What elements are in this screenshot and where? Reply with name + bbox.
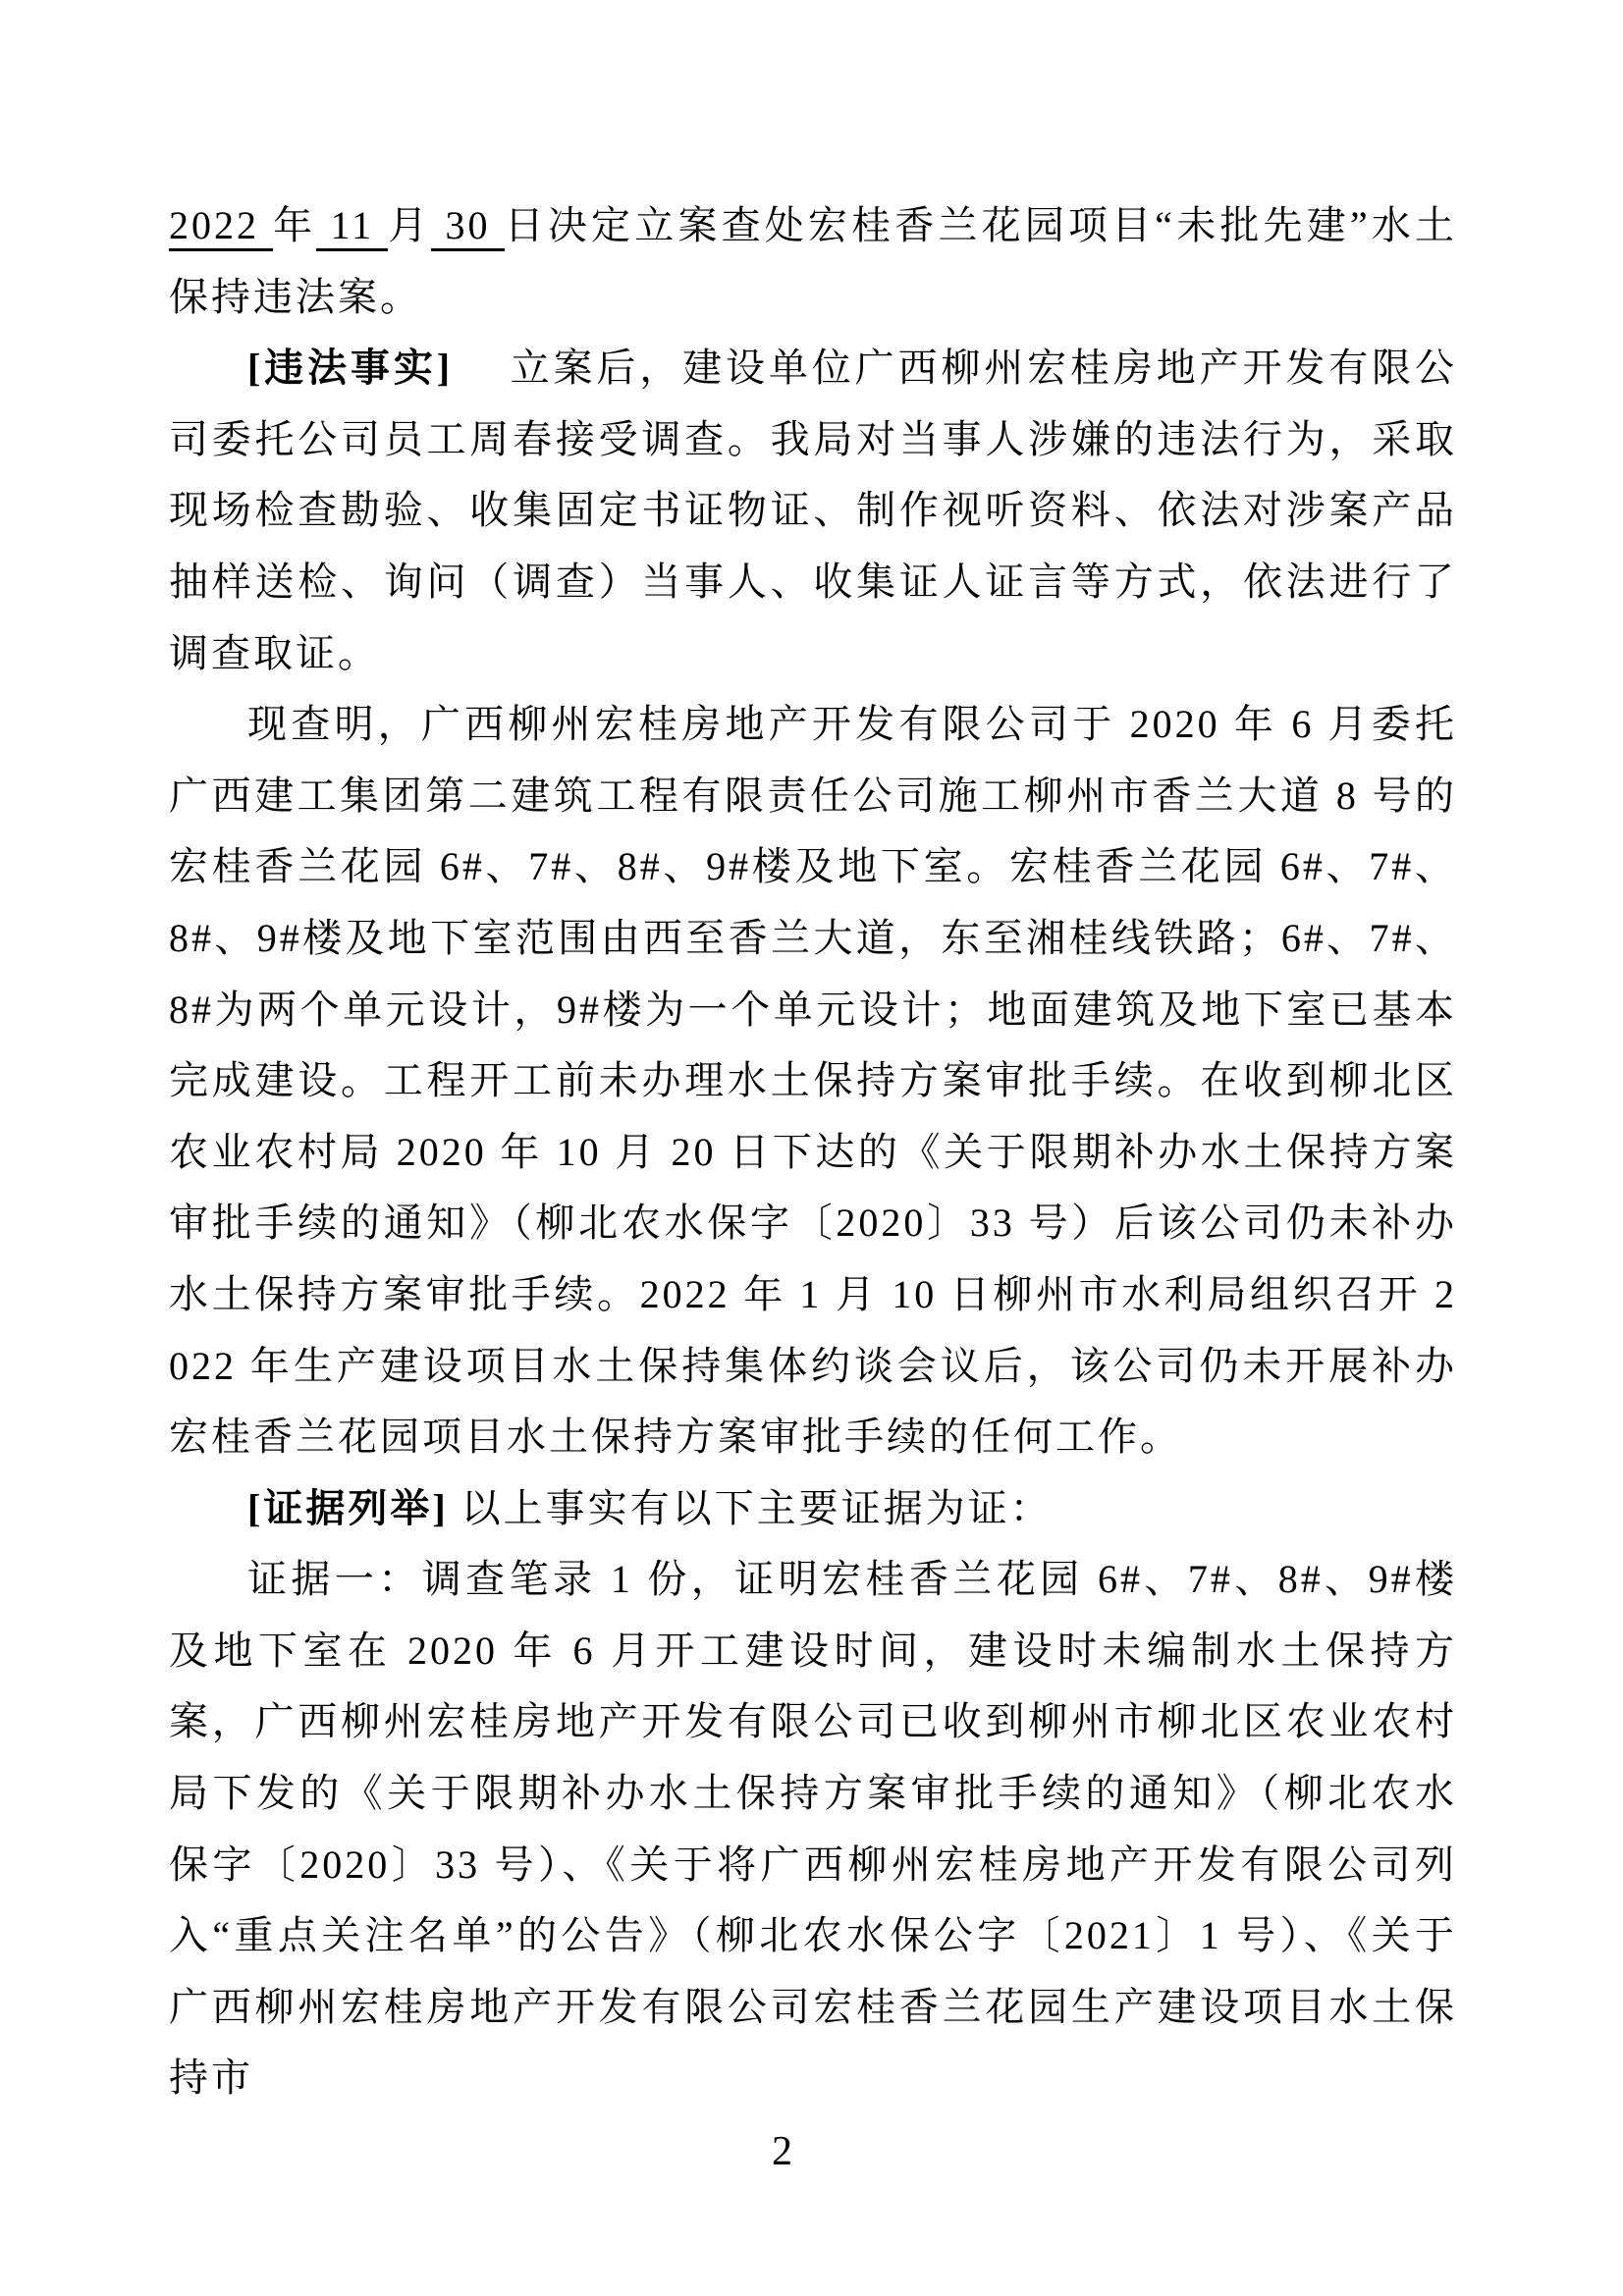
underlined-blank: 30 (431, 203, 504, 251)
text-run: 年 (273, 203, 317, 247)
text-run: 以上事实有以下主要证据为证： (448, 1485, 1053, 1530)
underlined-blank: 2022 (169, 203, 273, 251)
text-run: 现查明，广西柳州宏桂房地产开发有限公司于 2020 年 6 月委托广西建工集团第二建筑工程有限责任公司施工柳州市香兰大道 8 号的宏桂香兰花园 6#、7#、8#、9#楼及地下室。宏桂香兰花园 6#、7#、8#、9#楼及地下室范围由西至香兰大道，东至湘桂线铁路；6#、7#、8#为两个单元设计，9#楼为一个单元设计；地面建筑及地下室已基本完成建设。工程开工前未办理水土保持方案审批手续。在收到柳北区农业农村局 2020 年 10 月 20 日下达的《关于限期补办水土保持方案审批手续的通知》（柳北农水保字〔2020〕33 号）后该公司仍未补办水土保持方案审批手续。2022 年 1 月 10 日柳州市水利局组织召开 2022 年生产建设项目水土保持集体约谈会议后，该公司仍未开展补办宏桂香兰花园项目水土保持方案审批手续的任何工作。 (169, 702, 1457, 1460)
text-run: 立案后，建设单位广西柳州宏桂房地产开发有限公司委托公司员工周春接受调查。我局对当事人涉嫌的违法行为，采取现场检查勘验、收集固定书证物证、制作视听资料、依法对涉案产品抽样送检、询问（调查）当事人、收集证人证言等方式，依法进行了调查取证。 (169, 346, 1458, 675)
paragraph (169, 190, 1457, 333)
section-label: [违法事实] (247, 346, 454, 391)
page-footer (0, 2122, 1594, 2181)
document-page (169, 190, 1457, 2114)
page-number: 2 (772, 2129, 792, 2174)
paragraph (169, 1473, 1457, 1545)
paragraph (169, 333, 1457, 689)
text-run: 月 (388, 203, 432, 247)
section-label: [证据列举] (247, 1485, 449, 1530)
paragraph (169, 1544, 1457, 2114)
text-run: 日决定立案查处宏桂香兰花园项目“未批先建”水土保持违法案。 (169, 203, 1457, 319)
paragraphs (169, 190, 1457, 2114)
text-run: 证据一：调查笔录 1 份，证明宏桂香兰花园 6#、7#、8#、9#楼及地下室在 2020 年 6 月开工建设时间，建设时未编制水土保持方案，广西柳州宏桂房地产开发有限公司已收到柳州市柳北区农业农村局下发的《关于限期补办水土保持方案审批手续的通知》（柳北农水保字〔2020〕33 号）、《关于将广西柳州宏桂房地产开发有限公司列入“重点关注名单”的公告》（柳北农水保公字〔2021〕1 号）、《关于广西柳州宏桂房地产开发有限公司宏桂香兰花园生产建设项目水土保持市 (169, 1557, 1457, 2101)
underlined-blank: 11 (316, 203, 388, 251)
paragraph (169, 689, 1457, 1473)
